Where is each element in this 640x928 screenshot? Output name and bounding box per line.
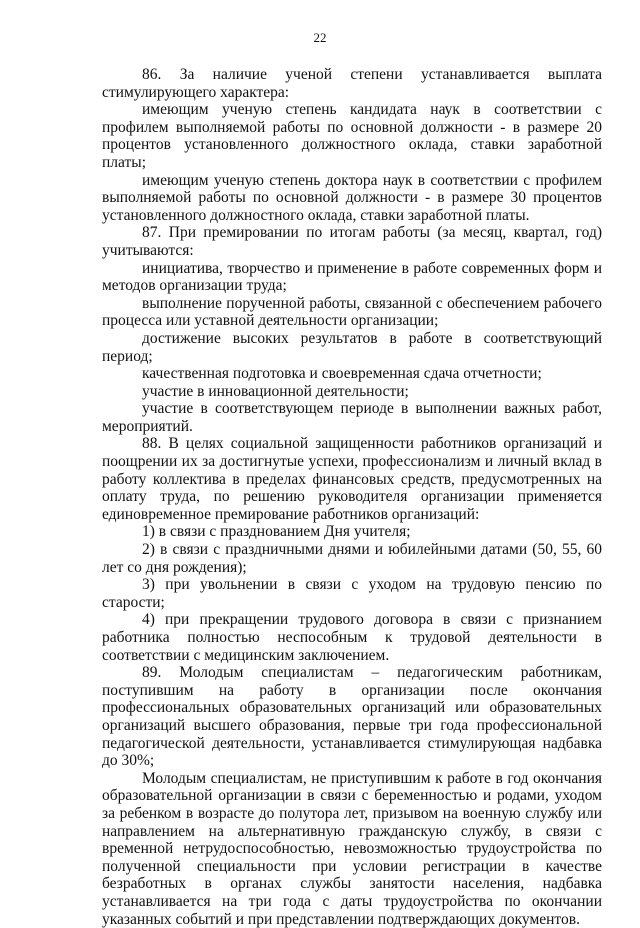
paragraph-89-young-specialists: Молодым специалистам, не приступившим к работе в год окончания образовательной организации в связи с беременностью и родами, уходом за ребенком в возрасте до полутора лет, призывом на военную службу или направлением на альтернативную гражданскую службу, в связи с временной нетрудоспособностью, невозможностью трудоустройства по полученной специальности при условии регистрации в качестве безработных в органах службы занятости населения, надбавка устанавливается на три года с даты трудоустройства по окончании указанных событий и при представлении подтверждающих документов. — [102, 769, 602, 928]
paragraph-86-doctor: имеющим ученую степень доктора наук в соответствии с профилем выполняемой работы по основной должности - в размере 30 процентов установленного должностного оклада, ставки заработной платы. — [102, 171, 602, 224]
document-body — [102, 66, 602, 928]
paragraph-86: 86. За наличие ученой степени устанавливается выплата стимулирующего характера: — [102, 66, 602, 101]
paragraph-87: 87. При премировании по итогам работы (за месяц, квартал, год) учитываются: — [102, 224, 602, 259]
paragraph-87-events: участие в соответствующем периоде в выполнении важных работ, мероприятий. — [102, 400, 602, 435]
page-number: 22 — [313, 30, 327, 45]
paragraph-87-initiative: инициатива, творчество и применение в работе современных форм и методов организации труда; — [102, 259, 602, 295]
paragraph-88: 88. В целях социальной защищенности работников организаций и поощрении их за достигнутые успехи, профессионализм и личный вклад в работу коллектива в пределах финансовых средств, предусмотренных на оплату труда, по решению руководителя организации применяется единовременное премирование работников организаций: — [102, 435, 602, 523]
paragraph-88-item-3: 3) при увольнении в связи с уходом на трудовую пенсию по старости; — [102, 576, 602, 611]
paragraph-88-item-1: 1) в связи с празднованием Дня учителя; — [142, 523, 411, 541]
paragraph-87-reporting: качественная подготовка и своевременная сдача отчетности; — [142, 365, 542, 383]
paragraph-89: 89. Молодым специалистам – педагогическим работникам, поступившим на работу в организации после окончания профессиональных образовательных организаций или образовательных организаций высшего образования, первые три года профессиональной педагогической деятельности, устанавливается стимулирующая надбавка до 30%; — [102, 664, 602, 770]
paragraph-87-results: достижение высоких результатов в работе в соответствующий период; — [102, 329, 602, 365]
paragraph-88-item-4: 4) при прекращении трудового договора в связи с признанием работника полностью неспособным к трудовой деятельности в соответствии с медицинским заключением. — [102, 611, 602, 664]
paragraph-88-item-2: 2) в связи с праздничными днями и юбилейными датами (50, 55, 60 лет со дня рождения); — [102, 541, 602, 576]
paragraph-87-assigned-work: выполнение порученной работы, связанной с обеспечением рабочего процесса или уставной деятельности организации; — [102, 294, 602, 330]
paragraph-87-innovation: участие в инновационной деятельности; — [142, 382, 409, 400]
paragraph-86-candidate: имеющим ученую степень кандидата наук в соответствии с профилем выполняемой работы по основной должности - в размере 20 процентов установленного должностного оклада, ставки заработной платы; — [102, 101, 602, 171]
